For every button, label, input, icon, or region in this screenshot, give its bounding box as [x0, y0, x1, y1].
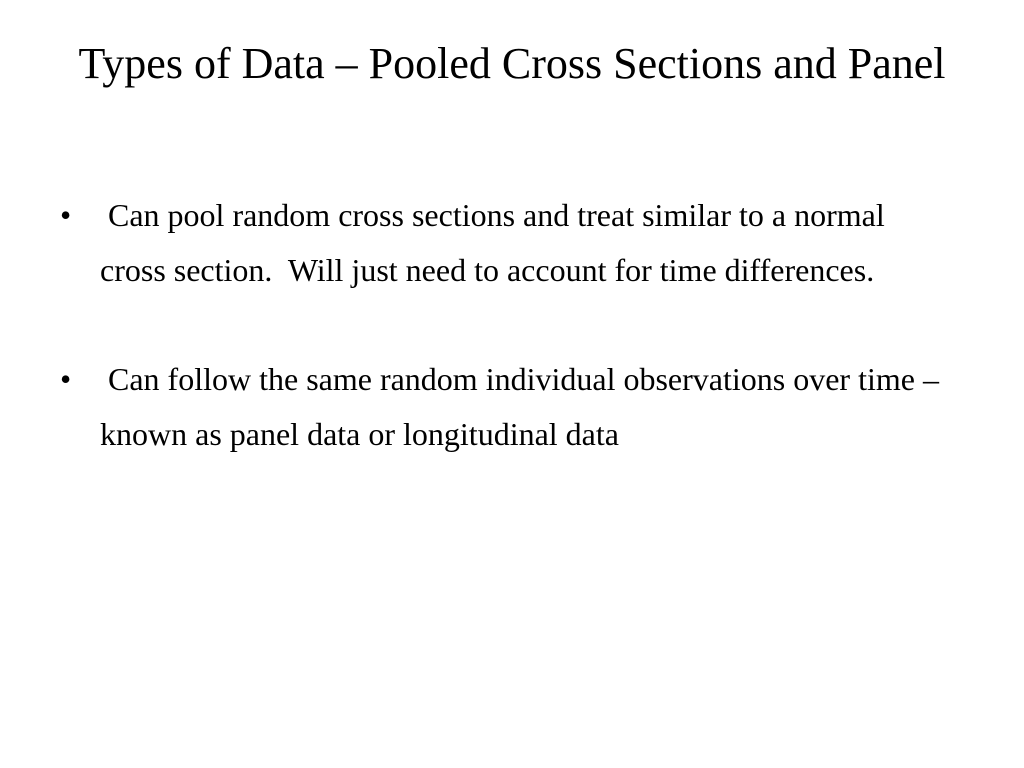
bullet-dot-icon: • — [60, 361, 72, 397]
bullet-list — [56, 188, 956, 516]
bullet-text: Can pool random cross sections and treat similar to a normal cross section. Will just need to account for time differences. — [100, 197, 893, 288]
bullet-text: Can follow the same random individual observations over time – known as panel data or longitudinal data — [100, 361, 947, 452]
bullet-dot-icon: • — [60, 197, 72, 233]
bullet-item — [56, 188, 956, 298]
bullet-item — [56, 352, 956, 462]
slide-title: Types of Data – Pooled Cross Sections and Panel — [78, 39, 946, 88]
